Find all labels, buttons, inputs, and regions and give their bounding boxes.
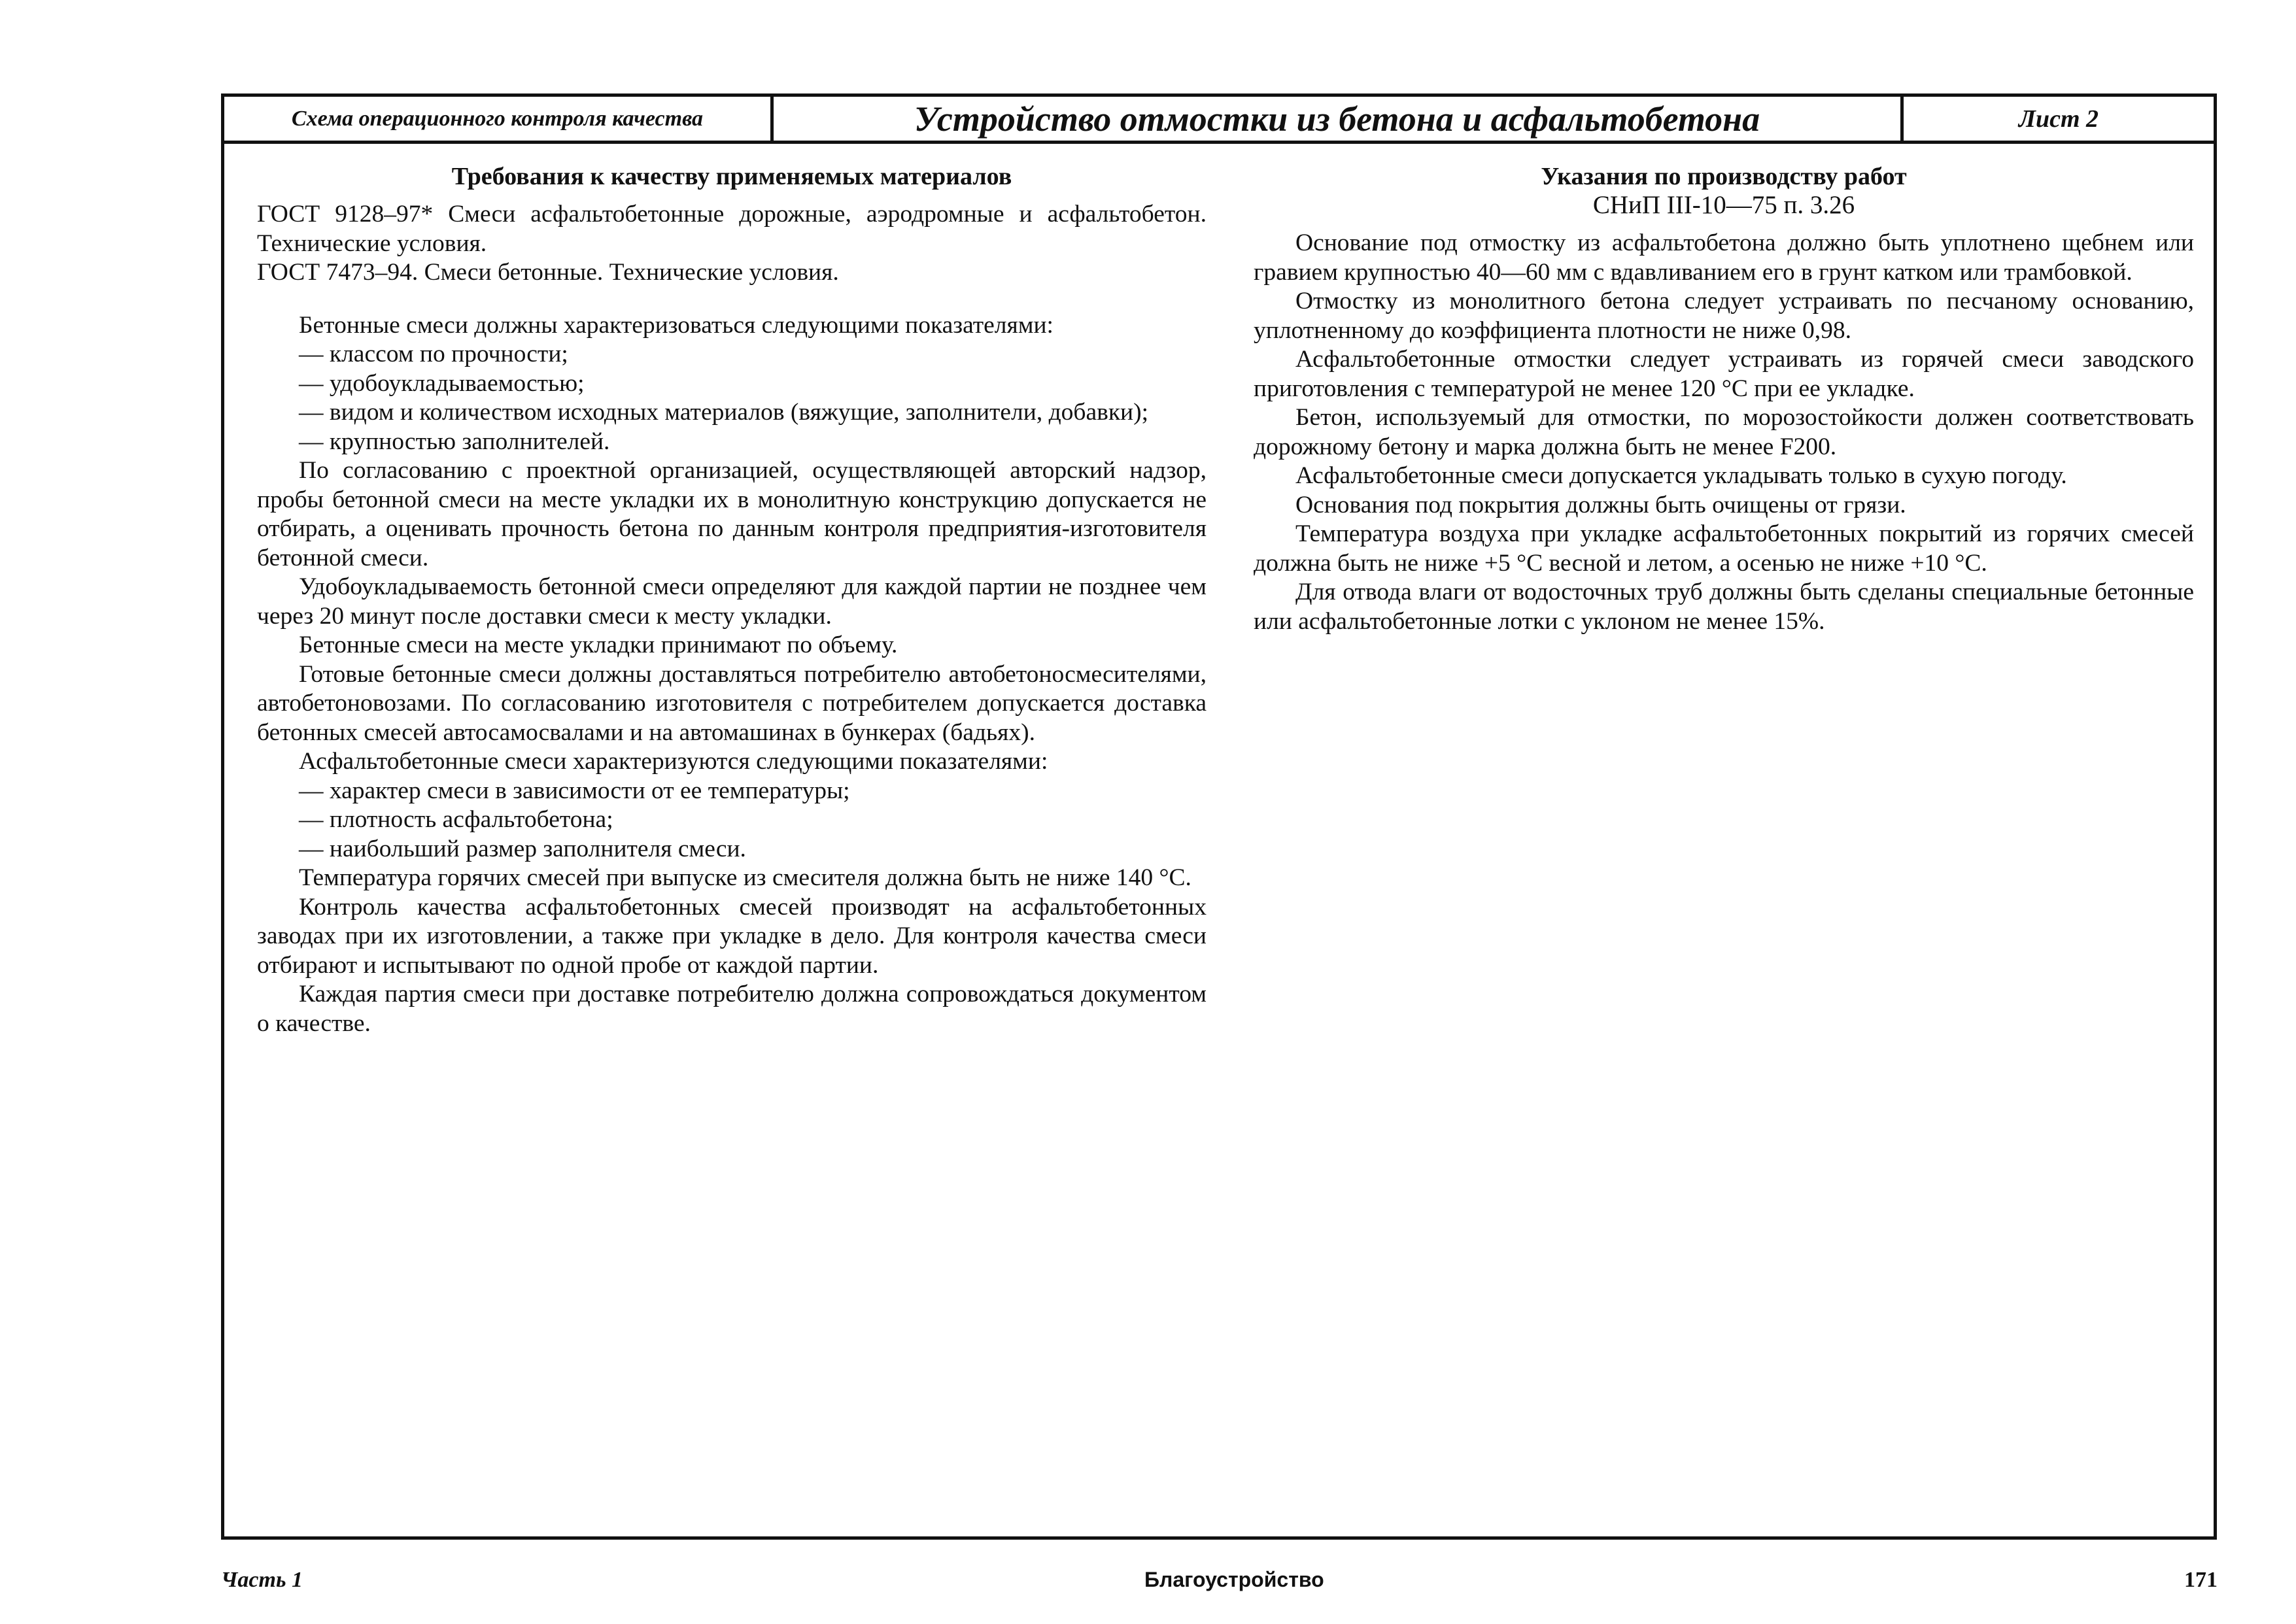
list-item: — наибольший размер заполнителя смеси. [299,835,746,862]
paragraph: Асфальтобетонные отмостки следует устраивать из горячей смеси заводского приготовления с температурой не менее 120 °С при ее укладке. [1254,346,2194,402]
paragraph: Основание под отмостку из асфальтобетона должно быть уплотнено щебнем или гравием крупностью 40—60 мм с вдавливанием его в грунт катком или трамбовкой. [1254,229,2194,286]
document-frame [221,93,2217,1540]
list-item: — видом и количеством исходных материалов (вяжущие, заполнители, добавки); [299,399,1149,426]
work-instructions-column [1254,162,2194,636]
footer-section: Благоустройство [1144,1568,1324,1591]
paragraph: Для отвода влаги от водосточных труб должны быть сделаны специальные бетонные или асфальтобетонные лотки с уклоном не менее 15%. [1254,579,2194,635]
paragraph: Бетон, используемый для отмостки, по морозостойкости должен соответствовать дорожному бетону и марка должна быть не менее F200. [1254,404,2194,460]
materials-requirements-column [257,162,1207,1038]
snip-reference: СНиП III-10—75 п. 3.26 [1592,191,1855,219]
materials-heading: Требования к качеству применяемых материалов [451,163,1012,190]
paragraph: Основания под покрытия должны быть очищены от грязи. [1295,491,1906,518]
paragraph: Каждая партия смеси при доставке потребителю должна сопровождаться документом о качестве. [257,981,1207,1037]
page-number: 171 [2184,1568,2218,1592]
list-item: — плотность асфальтобетона; [299,806,613,833]
document-title: Устройство отмостки из бетона и асфальтобетона [774,97,1904,141]
gost-9128: ГОСТ 9128–97* Смеси асфальтобетонные дорожные, аэродромные и асфальтобетон. Технические условия. [257,201,1207,257]
header-row [224,97,2214,144]
paragraph: По согласованию с проектной организацией, осуществляющей авторский надзор, пробы бетонной смеси на месте укладки их в монолитную конструкцию допускается не отбирать, а оценивать прочность бетона по данным контроля предприятия-изготовителя бетонной смеси. [257,457,1207,571]
paragraph: Готовые бетонные смеси должны доставляться потребителю автобетоносмесителями, автобетоновозами. По согласованию изготовителя с потребителем допускается доставка бетонных смесей автосамосвалами и на автомашинах в бункерах (бадьях). [257,660,1207,746]
paragraph: Температура воздуха при укладке асфальтобетонных покрытий из горячих смесей должна быть не ниже +5 °С весной и летом, а осенью не ниже +10 °С. [1254,520,2194,577]
paragraph: Контроль качества асфальтобетонных смесей производят на асфальтобетонных заводах при их изготовлении, а также при укладке в дело. Для контроля качества смеси отбирают и испытывают по одной пробе от каждой партии. [257,893,1207,979]
paragraph: Асфальтобетонные смеси допускается укладывать только в сухую погоду. [1295,462,2067,489]
work-instructions-heading: Указания по производству работ [1541,163,1907,190]
concrete-indicators-intro: Бетонные смеси должны характеризоваться следующими показателями: [299,311,1054,339]
paragraph: Температура горячих смесей при выпуске из смесителя должна быть не ниже 140 °С. [299,864,1191,891]
paragraph: Бетонные смеси на месте укладки принимают по объему. [299,632,898,658]
asphalt-indicators-intro: Асфальтобетонные смеси характеризуются следующими показателями: [299,748,1048,775]
list-item: — классом по прочности; [299,341,568,367]
list-item: — характер смеси в зависимости от ее температуры; [299,777,850,804]
list-item: — удобоукладываемостью; [299,369,585,397]
footer-part: Часть 1 [221,1568,303,1592]
list-item: — крупностью заполнителей. [299,428,610,455]
paragraph: Отмостку из монолитного бетона следует устраивать по песчаному основанию, уплотненному до коэффициента плотности не ниже 0,98. [1254,288,2194,344]
paragraph: Удобоукладываемость бетонной смеси определяют для каждой партии не позднее чем через 20 минут после доставки смеси к месту укладки. [257,573,1207,630]
schema-label: Схема операционного контроля качества [224,97,774,141]
gost-7473: ГОСТ 7473–94. Смеси бетонные. Технические условия. [257,259,839,286]
sheet-number: Лист 2 [2018,105,2099,133]
